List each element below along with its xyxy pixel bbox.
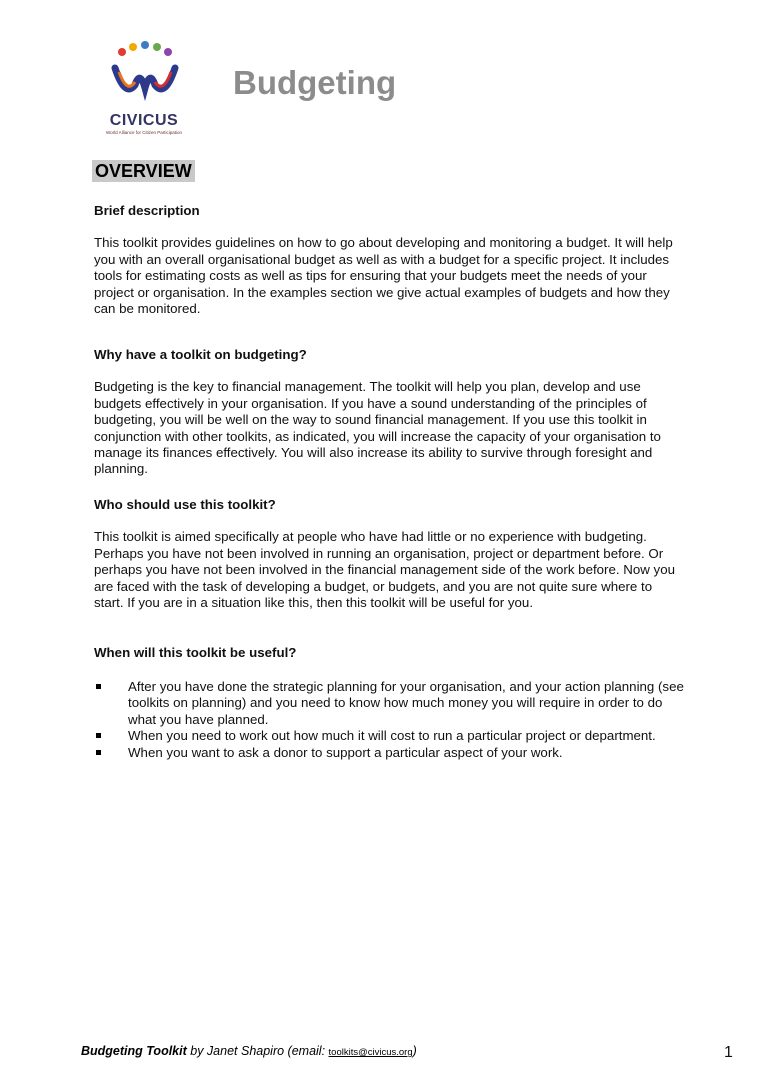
section-heading-overview: OVERVIEW: [92, 160, 195, 182]
who-text: This toolkit is aimed specifically at people who have had little or no experience with budgeting. Perhaps you have not been involved in running an organisation, project or department before. Or perhaps you have not been involved in the financial management side of the work before. Now you are faced with the task of developing a budget, or budgets, and you are not quite sure where to start. If you are in a situation like this, then this toolkit will be useful for you.: [94, 529, 675, 611]
bullet-text: After you have done the strategic planning for your organisation, and your action planning (see toolkits on planning) and you need to know how much money you will require in order to do what you have planned.: [128, 679, 684, 727]
bullet-square-icon: [96, 750, 101, 755]
bullet-square-icon: [96, 733, 101, 738]
list-item: [94, 728, 694, 744]
when-heading: When will this toolkit be useful?: [94, 645, 297, 660]
why-section: [94, 347, 684, 478]
footer-title: Budgeting Toolkit: [81, 1044, 187, 1058]
bullet-text: When you want to ask a donor to support a particular aspect of your work.: [128, 744, 563, 760]
page-title: Budgeting: [233, 64, 397, 101]
bullet-text: When you need to work out how much it will cost to run a particular project or department.: [128, 728, 656, 744]
bullet-square-icon: [96, 684, 101, 689]
page-number: 1: [724, 1044, 733, 1061]
when-section: [94, 645, 684, 661]
brief-description-section: [94, 203, 684, 317]
when-bullet-list: [94, 679, 694, 761]
list-item: [94, 745, 694, 761]
brief-description-text: This toolkit provides guidelines on how to go about developing and monitoring a budget. It will help you with an overall organisational budget as well as with a budget for a specific project. It includes tools for estimating costs as well as tips for ensuring that your budgets meet the needs of your project or organisation. In the examples section we give actual examples of budgets and how they can be monitored.: [94, 235, 673, 317]
brief-description-heading: Brief description: [94, 203, 200, 218]
logo-tagline: World Alliance for Citizen Participation: [106, 130, 182, 135]
why-text: Budgeting is the key to financial management. The toolkit will help you plan, develop and use budgets effectively in your organisation. If you have a sound understanding of the principles of budgeting, you will be well on the way to sound financial management. If you use this toolkit in conjunction with other toolkits, as indicated, you will increase the capacity of your organisation to manage its finances effectively. You will also increase its ability to survive through foresight and planning.: [94, 379, 661, 477]
footer-author: by Janet Shapiro (email:: [186, 1044, 329, 1058]
why-heading: Why have a toolkit on budgeting?: [94, 347, 307, 362]
list-item: [94, 679, 694, 728]
logo-wordmark: CIVICUS: [109, 112, 179, 129]
footer-close-paren: ): [412, 1044, 417, 1058]
who-section: [94, 497, 684, 611]
page-footer: [81, 1044, 741, 1058]
footer-email-link[interactable]: toolkits@civicus.org: [328, 1047, 413, 1058]
who-heading: Who should use this toolkit?: [94, 497, 276, 512]
